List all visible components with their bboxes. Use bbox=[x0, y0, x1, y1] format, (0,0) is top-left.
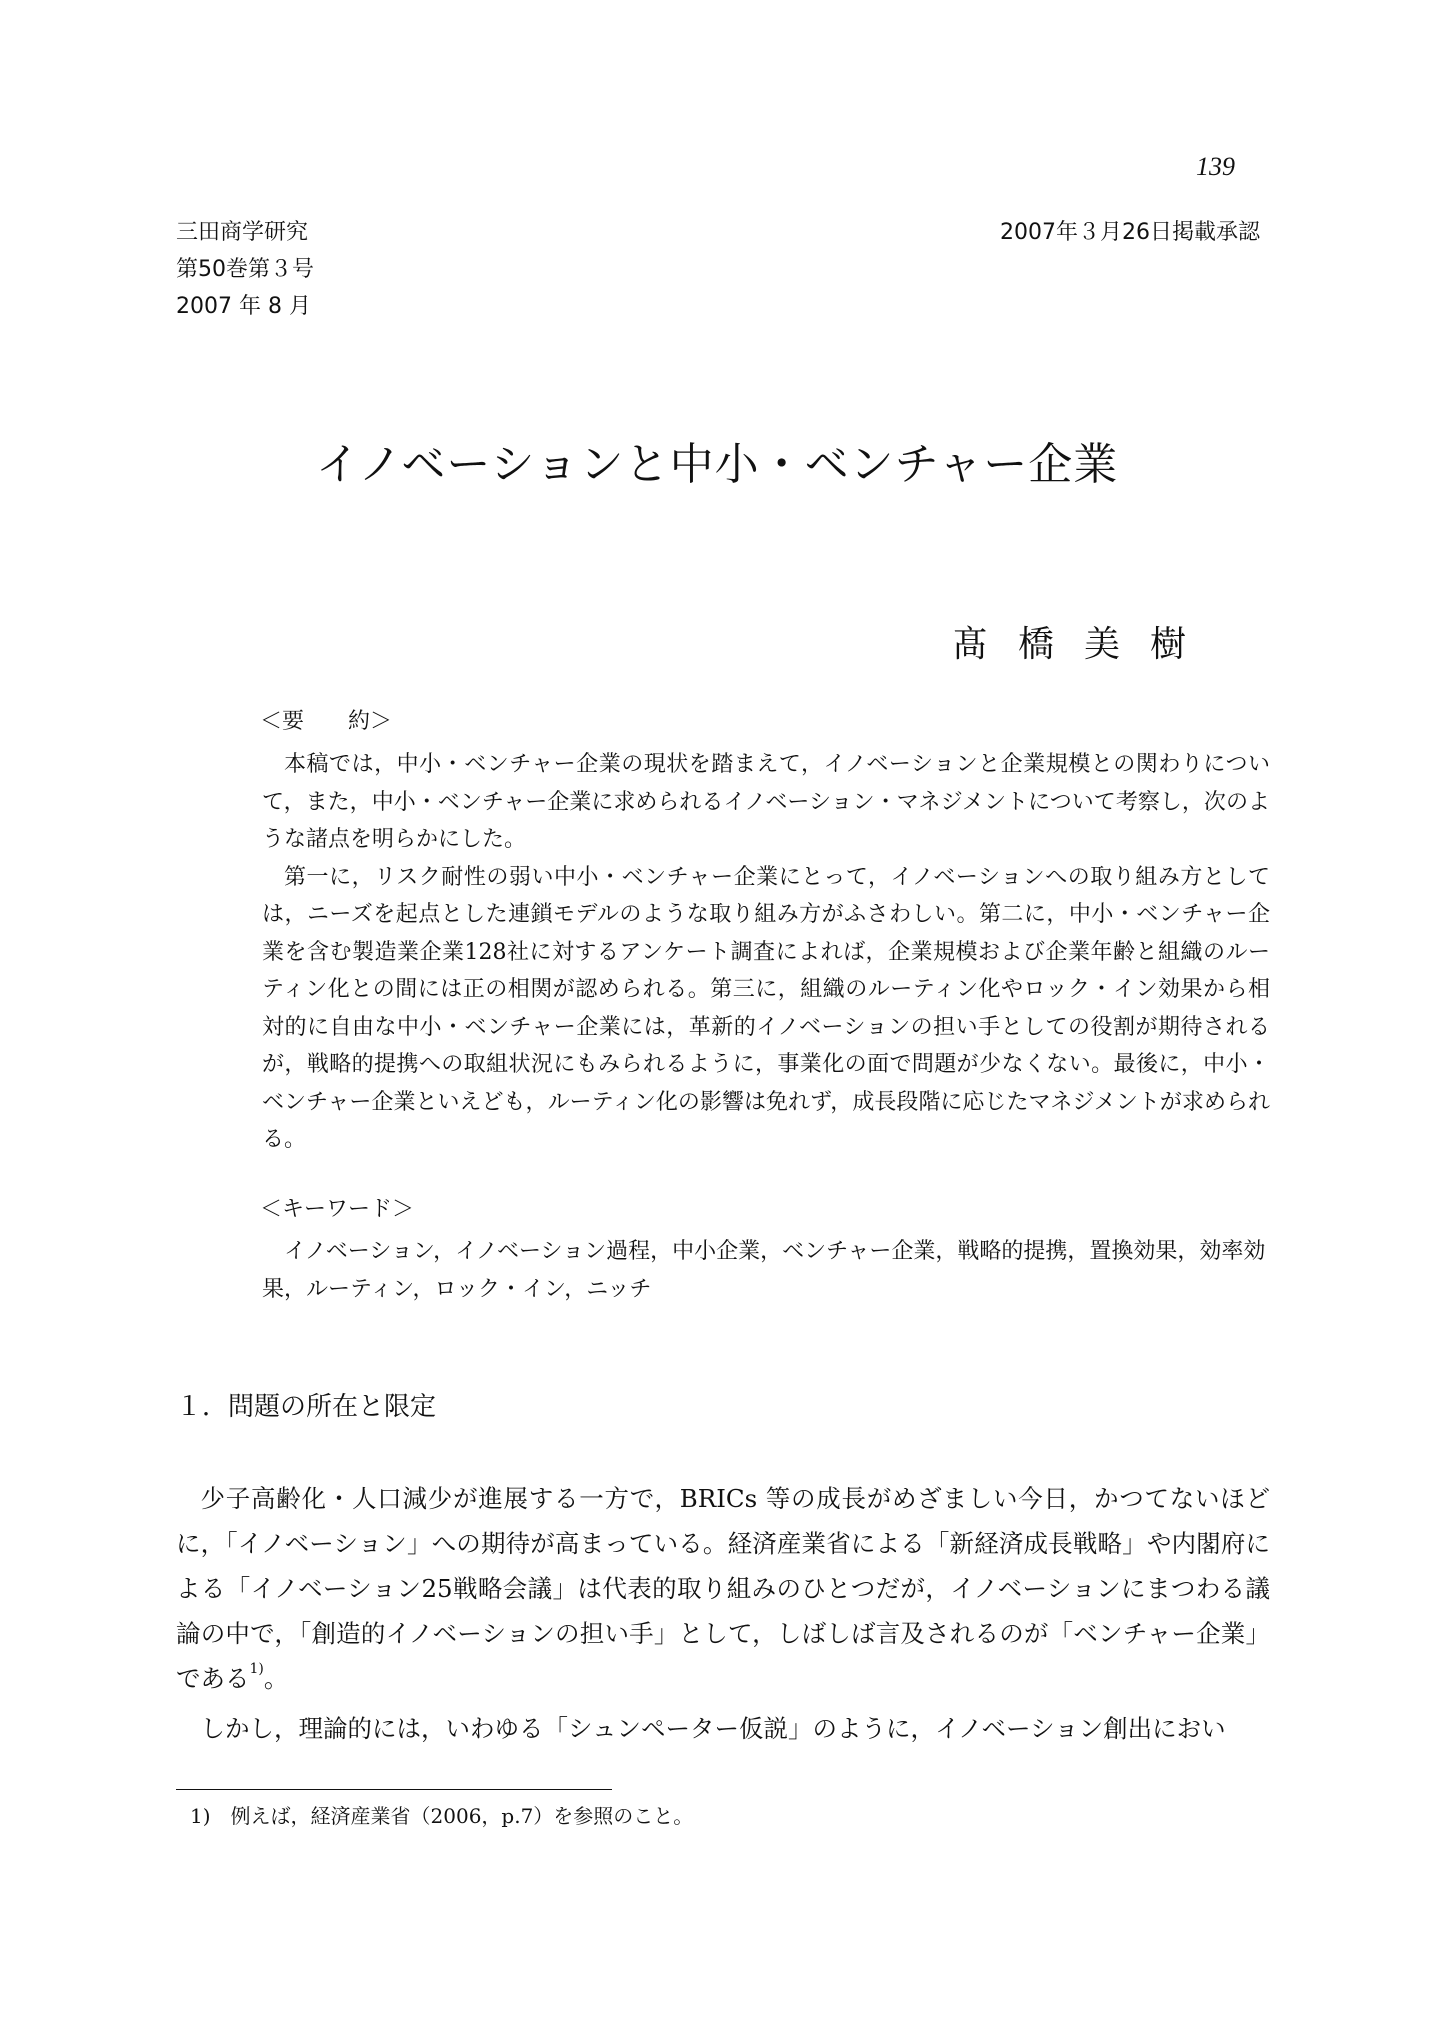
paper-title: イノベーションと中小・ベンチャー企業 bbox=[315, 439, 1119, 490]
volume-issue: 第50巻第３号 bbox=[176, 257, 314, 282]
page-number: 139 bbox=[1196, 152, 1235, 181]
abstract-label: ＜要 約＞ bbox=[260, 709, 393, 734]
footnote: 1) 例えば，経済産業省（2006，p.7）を参照のこと。 bbox=[190, 1804, 694, 1828]
approval-date: 2007年３月26日掲載承認 bbox=[1000, 220, 1260, 245]
body-text: 少子高齢化・人口減少が進展する一方で，BRICs 等の成長がめざましい今日，かつてないほどに，「イノベーション」への期待が高まっている。経済産業省による「新経済成長戦略」や内閣府による「イノベーション25戦略会議」は代表的取り組みのひとつだが，イノベーションにまつわる議論の中で，「創造的イノベーションの担い手」として，しばしば言及されるのが「ベンチャー企業」である bbox=[176, 1484, 1270, 1693]
section-heading: １．問題の所在と限定 bbox=[176, 1392, 437, 1422]
body-paragraph bbox=[176, 1476, 1270, 1706]
body-paragraph: しかし，理論的には，いわゆる「シュンペーター仮説」のように，イノベーション創出におい bbox=[200, 1714, 1226, 1743]
keywords-text: イノベーション，イノベーション過程，中小企業，ベンチャー企業，戦略的提携，置換効果，効率効果，ルーティン，ロック・イン，ニッチ bbox=[262, 1239, 1266, 1302]
footnote-divider bbox=[176, 1789, 612, 1790]
main-body bbox=[176, 1476, 1270, 1751]
abstract-body bbox=[262, 746, 1270, 1159]
keywords-body bbox=[262, 1233, 1270, 1309]
journal-info bbox=[176, 214, 314, 325]
author-name: 髙橋美樹 bbox=[951, 624, 1216, 665]
body-text: 。 bbox=[263, 1664, 289, 1693]
abstract-paragraph: 本稿では，中小・ベンチャー企業の現状を踏まえて，イノベーションと企業規模との関わりについて，また，中小・ベンチャー企業に求められるイノベーション・マネジメントについて考察し，次のような諸点を明らかにした。 bbox=[262, 752, 1270, 852]
abstract-paragraph: 第一に，リスク耐性の弱い中小・ベンチャー企業にとって，イノベーションへの取り組み方としては，ニーズを起点とした連鎖モデルのような取り組み方がふさわしい。第二に，中小・ベンチャー企業を含む製造業企業128社に対するアンケート調査によれば，企業規模および企業年齢と組織のルーティン化との間には正の相関が認められる。第三に，組織のルーティン化やロック・イン効果から相対的に自由な中小・ベンチャー企業には，革新的イノベーションの担い手としての役割が期待されるが，戦略的提携への取組状況にもみられるように，事業化の面で問題が少なくない。最後に，中小・ベンチャー企業といえども，ルーティン化の影響は免れず，成長段階に応じたマネジメントが求められる。 bbox=[262, 864, 1270, 1152]
footnote-reference[interactable]: 1) bbox=[249, 1661, 264, 1677]
issue-date: 2007 年 8 月 bbox=[176, 294, 311, 319]
keywords-label: ＜キーワード＞ bbox=[260, 1197, 415, 1222]
journal-name: 三田商学研究 bbox=[176, 220, 309, 245]
